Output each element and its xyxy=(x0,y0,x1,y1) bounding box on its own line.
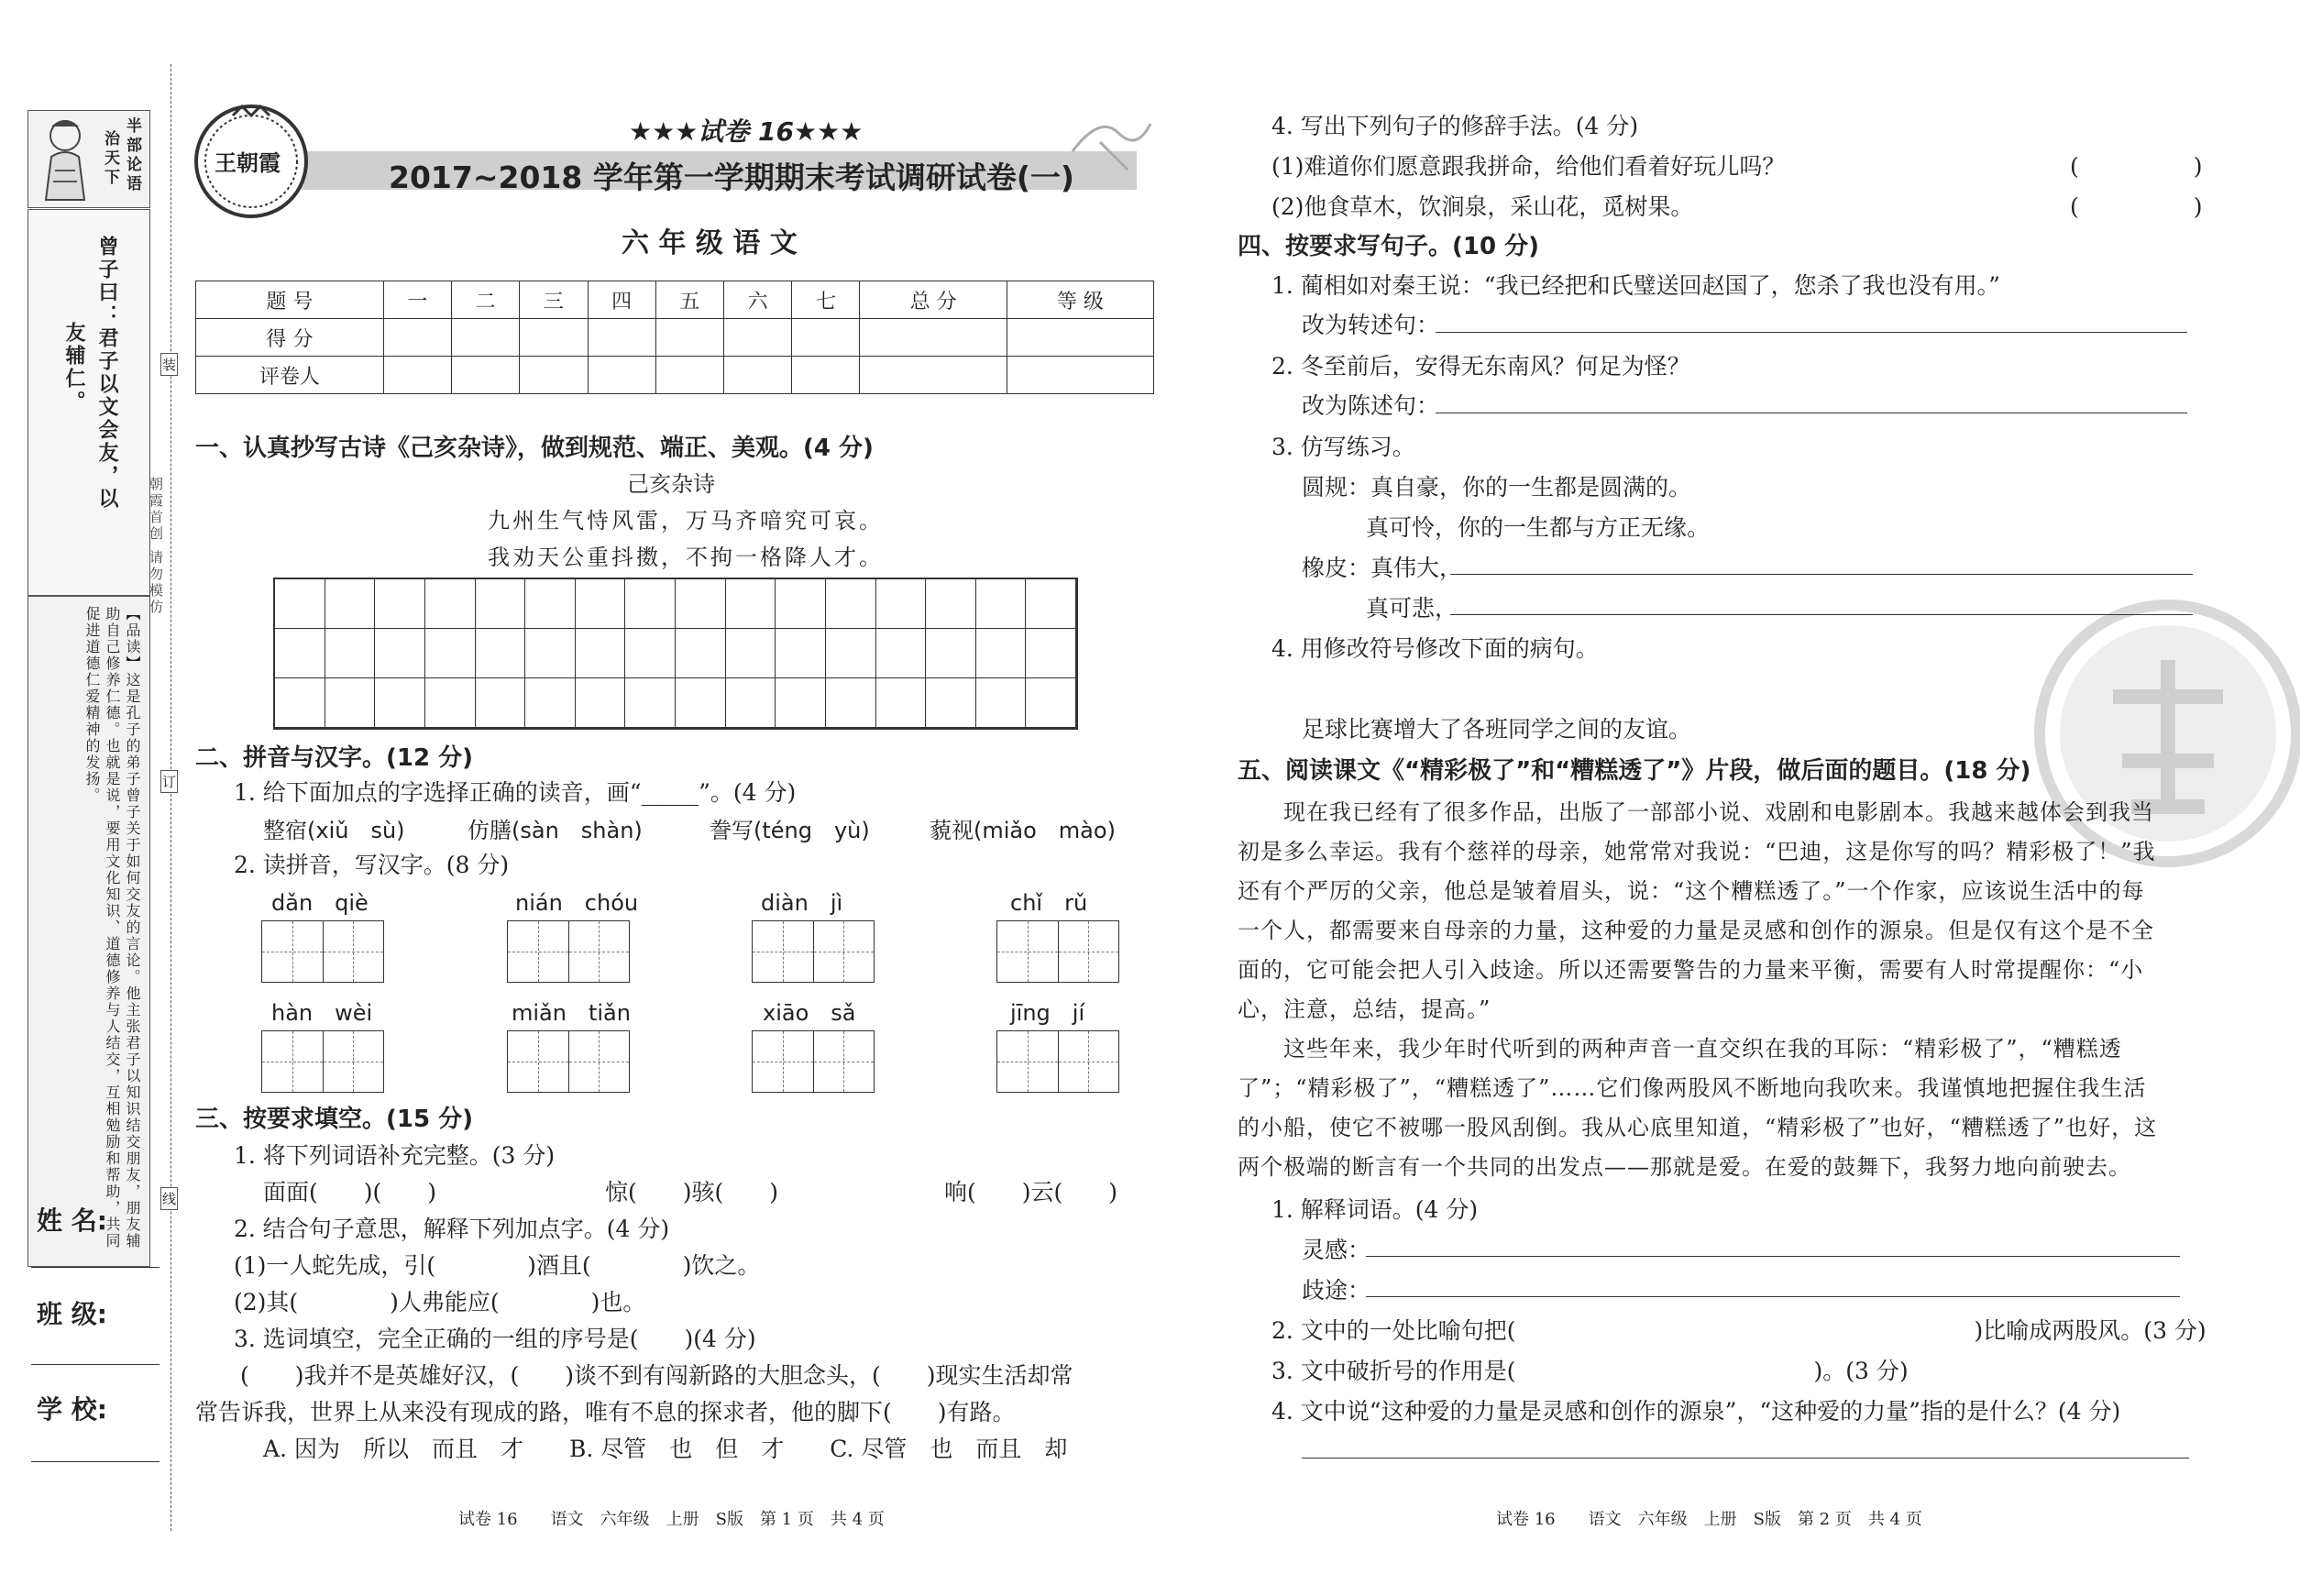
cut-mark: 装 xyxy=(160,353,178,376)
watermark-seal xyxy=(2030,596,2300,871)
poem-line-2: 我劝天公重抖擞，不拘一格降人才。 xyxy=(488,545,884,570)
section-4-title: 四、按要求写句子。(10 分) xyxy=(1238,233,1539,260)
reading-line: 两个极端的断言有一个共同的出发点——那就是爱。在爱的鼓舞下，我努力地向前驶去。 xyxy=(1238,1154,2131,1180)
s4-q3-c: 橡皮：真伟大， xyxy=(1302,555,1463,581)
score-cell[interactable] xyxy=(452,319,520,357)
field-input-class[interactable] xyxy=(31,1364,160,1365)
exam-title: 2017~2018 学年第一学期期末考试调研试卷(一) xyxy=(389,160,1074,195)
reading-line: 的小船，使它不被哪一股风刮倒。我从心底里知道，“精彩极了”也好，“糟糕透了”也好，这 xyxy=(1238,1115,2158,1140)
tianzige-box[interactable] xyxy=(507,920,630,983)
r-q4-b: (2)他食草木，饮涧泉，采山花，觅树果。 xyxy=(1271,193,1694,220)
pinyin-label: chǐ rǔ xyxy=(1010,890,1088,916)
poem-line-1: 九州生气恃风雷，万马齐喑究可哀。 xyxy=(488,508,884,534)
tianzige-box[interactable] xyxy=(261,920,384,983)
s4-q1-answer-label: 改为转述句： xyxy=(1302,312,1440,338)
footer-left: 试卷 16 语文 六年级 上册 S版 第 1 页 共 4 页 xyxy=(458,1510,885,1529)
table-header: 五 xyxy=(655,281,723,319)
answer-line[interactable] xyxy=(1450,614,2193,615)
answer-line[interactable] xyxy=(1366,1256,2180,1257)
reading-line: 初是多么幸运。我有个慈祥的母亲，她常常对我说：“巴迪，这是你写的吗？精彩极了！”我 xyxy=(1238,839,2156,864)
s5-q2[interactable]: 2. 文中的一处比喻句把( )比喻成两股风。(3 分) xyxy=(1271,1317,2206,1344)
score-cell[interactable] xyxy=(383,319,451,357)
pinyin-label: diàn jì xyxy=(761,890,843,916)
table-header: 六 xyxy=(723,281,791,319)
s5-q4: 4. 文中说“这种爱的力量是灵感和创作的源泉”，“这种爱的力量”指的是什么？(4 分) xyxy=(1271,1398,2121,1425)
score-cell[interactable] xyxy=(860,357,1007,394)
s3-q3-options[interactable]: A. 因为 所以 而且 才 B. 尽管 也 但 才 C. 尽管 也 而且 却 xyxy=(263,1436,1068,1462)
quote-box xyxy=(28,209,150,596)
banner-char: 论 xyxy=(123,156,141,175)
comment-text: 【品读】这是孔子的弟子曾子关于如何交友的言论。他主张君子以知识结交朋友，朋友辅助自己修养仁德。也就是说，要用文化知识、道德修养与人结交，互相勉励和帮助，共同促进道德仁爱精神的发扬。 xyxy=(83,606,141,1249)
table-header: 总 分 xyxy=(860,281,1007,319)
cut-mark: 线 xyxy=(160,1187,178,1210)
footer-right: 试卷 16 语文 六年级 上册 S版 第 2 页 共 4 页 xyxy=(1496,1510,1922,1529)
score-cell[interactable] xyxy=(1007,319,1153,357)
s5-q1: 1. 解释词语。(4 分) xyxy=(1271,1196,1479,1223)
field-label-school: 学 校: xyxy=(37,1394,107,1425)
score-cell[interactable] xyxy=(723,319,791,357)
s2-q2: 2. 读拼音，写汉字。(8 分) xyxy=(234,852,510,878)
pinyin-label: hàn wèi xyxy=(271,1000,373,1026)
section-2-title: 二、拼音与汉字。(12 分) xyxy=(195,744,473,772)
answer-line[interactable] xyxy=(1366,1296,2180,1297)
score-cell[interactable] xyxy=(520,357,588,394)
reading-line: 现在我已经有了很多作品，出版了一部部小说、戏剧和电影剧本。我越来越体会到我当 xyxy=(1238,799,2154,825)
field-input-school[interactable] xyxy=(31,1461,160,1462)
banner-char: 下 xyxy=(101,169,119,188)
s4-q2: 2. 冬至前后，安得无东南风？何足为怪？ xyxy=(1271,353,1690,380)
s3-q2: 2. 结合句子意思，解释下列加点字。(4 分) xyxy=(234,1216,670,1242)
banner-char: 语 xyxy=(123,175,141,194)
banner-char: 部 xyxy=(123,137,141,156)
quote-text-2: 友辅仁。 xyxy=(62,322,85,413)
s4-q3-b: 真可怜，你的一生都与方正无缘。 xyxy=(1366,514,1711,541)
s3-q2-a[interactable]: (1)一人蛇先成，引( )酒且( )饮之。 xyxy=(234,1252,761,1279)
cut-mark: 订 xyxy=(160,770,178,793)
field-label-name: 姓 名: xyxy=(37,1205,107,1236)
r-q4-b-answer[interactable]: ( ) xyxy=(2070,193,2203,220)
s2-q1-item[interactable]: 整宿(xiǔ sù) xyxy=(263,818,405,843)
table-header: 题 号 xyxy=(196,281,384,319)
s4-q3: 3. 仿写练习。 xyxy=(1271,434,1415,460)
score-cell[interactable] xyxy=(792,319,860,357)
reading-line: 还有个严厉的父亲，他总是皱着眉头，说：“这个糟糕透了。”一个作家，应该说生活中的每 xyxy=(1238,878,2145,904)
comment-box xyxy=(28,596,150,1267)
s3-q1-a[interactable]: 面面( )( ) xyxy=(263,1179,437,1205)
table-header: 七 xyxy=(792,281,860,319)
answer-line[interactable] xyxy=(1436,332,2187,333)
field-label-class: 班 级: xyxy=(37,1299,107,1329)
table-header: 四 xyxy=(588,281,655,319)
score-cell[interactable] xyxy=(520,319,588,357)
s3-q1: 1. 将下列词语补充完整。(3 分) xyxy=(234,1142,556,1169)
s4-q2-answer-label: 改为陈述句： xyxy=(1302,392,1440,419)
pinyin-label: miǎn tiǎn xyxy=(512,1000,631,1026)
table-header: 一 xyxy=(383,281,451,319)
side-notes: 朝霞首创 请勿模仿 xyxy=(148,477,164,616)
s4-q1: 1. 蔺相如对秦王说：“我已经把和氏璧送回赵国了，您杀了我也没有用。” xyxy=(1271,272,2000,299)
reading-line: 这些年来，我少年时代听到的两种声音一直交织在我的耳际：“精彩极了”，“糟糕透 xyxy=(1238,1036,2122,1062)
reading-line: 心，注意，总结，提高。” xyxy=(1238,996,1491,1022)
s3-q1-b[interactable]: 惊( )骇( ) xyxy=(605,1179,779,1205)
poem-title: 己亥杂诗 xyxy=(627,471,715,497)
s2-q1: 1. 给下面加点的字选择正确的读音，画“_____”。(4 分) xyxy=(234,779,797,806)
section-5-title: 五、阅读课文《“精彩极了”和“糟糕透了”》片段，做后面的题目。(18 分) xyxy=(1238,757,2031,785)
table-row xyxy=(196,357,1154,394)
section-1-title: 一、认真抄写古诗《己亥杂诗》，做到规范、端正、美观。(4 分) xyxy=(195,435,874,462)
exam-subtitle: 六 年 级 语 文 xyxy=(622,227,798,259)
score-cell[interactable] xyxy=(588,319,655,357)
s3-q3-line-2: 常告诉我，世界上从来没有现成的路，唯有不息的探求者，他的脚下( )有路。 xyxy=(195,1399,1016,1425)
publisher-logo xyxy=(193,103,310,220)
section-3-title: 三、按要求填空。(15 分) xyxy=(195,1106,473,1133)
quote-text: 曾子曰：君子以文会友，以 xyxy=(95,236,118,511)
field-input-name[interactable] xyxy=(31,1267,160,1268)
score-cell[interactable] xyxy=(452,357,520,394)
reading-line: 面的，它可能会把人引入歧途。所以还需要警告的力量来平衡，需要有人时常提醒你：“小 xyxy=(1238,957,2144,983)
reading-line: 一个人，都需要来自母亲的力量，这种爱的力量是灵感和创作的源泉。但是仅有这个是不全 xyxy=(1238,918,2154,943)
s5-q1-b: 歧途： xyxy=(1302,1277,1371,1304)
s2-q1-item[interactable]: 仿膳(sàn shàn) xyxy=(468,818,643,843)
score-table xyxy=(195,281,1154,394)
r-q4-a-answer[interactable]: ( ) xyxy=(2070,153,2203,180)
s2-q1-item[interactable]: 誊写(téng yù) xyxy=(710,818,870,843)
tianzige-box[interactable] xyxy=(996,1030,1119,1093)
r-q4: 4. 写出下列句子的修辞手法。(4 分) xyxy=(1271,113,1639,139)
s4-q3-a: 圆规：真自豪，你的一生都是圆满的。 xyxy=(1302,474,1692,501)
score-cell[interactable] xyxy=(1007,357,1153,394)
pinyin-label: nián chóu xyxy=(515,890,639,916)
paper-number: ★★★试卷 16★★★ xyxy=(629,116,864,147)
score-cell[interactable] xyxy=(723,357,791,394)
table-row xyxy=(196,281,1154,319)
r-q4-a: (1)难道你们愿意跟我拼命，给他们看着好玩儿吗？ xyxy=(1271,153,1786,180)
score-cell[interactable] xyxy=(655,357,723,394)
s4-q4-sentence[interactable]: 足球比赛增大了各班同学之间的友谊。 xyxy=(1302,716,1692,743)
s3-q3-line-1: ( )我并不是英雄好汉，( )谈不到有闯新路的大胆念头，( )现实生活却常 xyxy=(240,1362,1073,1389)
pinyin-label: xiāo sǎ xyxy=(763,1000,856,1026)
score-cell[interactable] xyxy=(792,357,860,394)
reading-line: 了”；“精彩极了”，“糟糕透了”……它们像两股风不断地向我吹来。我谨慎地把握住我生活 xyxy=(1238,1075,2147,1101)
s3-q2-b[interactable]: (2)其( )人弗能应( )也。 xyxy=(234,1289,646,1315)
score-cell[interactable] xyxy=(383,357,451,394)
banner-char: 天 xyxy=(101,149,119,169)
s3-q1-c[interactable]: 响( )云( ) xyxy=(944,1179,1118,1205)
banner-char: 半 xyxy=(123,117,141,137)
pinyin-label: jīng jí xyxy=(1010,1000,1085,1026)
score-cell[interactable] xyxy=(860,319,1007,357)
tianzige-box[interactable] xyxy=(996,920,1119,983)
table-header: 三 xyxy=(520,281,588,319)
s5-q1-a: 灵感： xyxy=(1302,1237,1371,1263)
row-label: 评卷人 xyxy=(196,357,384,394)
row-label: 得 分 xyxy=(196,319,384,357)
ribbon-icon xyxy=(1063,105,1155,179)
table-row xyxy=(196,319,1154,357)
s3-q3: 3. 选词填空，完全正确的一组的序号是( )(4 分) xyxy=(234,1326,756,1352)
score-cell[interactable] xyxy=(655,319,723,357)
banner-char: 治 xyxy=(101,130,119,149)
copy-grid[interactable] xyxy=(273,578,1078,730)
s4-q4: 4. 用修改符号修改下面的病句。 xyxy=(1271,635,1599,662)
s4-q3-d: 真可悲， xyxy=(1366,595,1458,622)
logo-text: 王朝霞 xyxy=(215,150,281,176)
s2-q1-item[interactable]: 藐视(miǎo mào) xyxy=(930,818,1116,843)
s5-q3[interactable]: 3. 文中破折号的作用是( )。(3 分) xyxy=(1271,1358,1909,1384)
tianzige-box[interactable] xyxy=(752,920,875,983)
confucius-figure-icon xyxy=(33,116,97,203)
answer-line[interactable] xyxy=(1450,574,2193,575)
table-header: 二 xyxy=(452,281,520,319)
tianzige-box[interactable] xyxy=(507,1030,630,1093)
tianzige-box[interactable] xyxy=(261,1030,384,1093)
score-cell[interactable] xyxy=(588,357,655,394)
tianzige-box[interactable] xyxy=(752,1030,875,1093)
pinyin-label: dǎn qiè xyxy=(271,890,369,916)
table-header: 等 级 xyxy=(1007,281,1153,319)
